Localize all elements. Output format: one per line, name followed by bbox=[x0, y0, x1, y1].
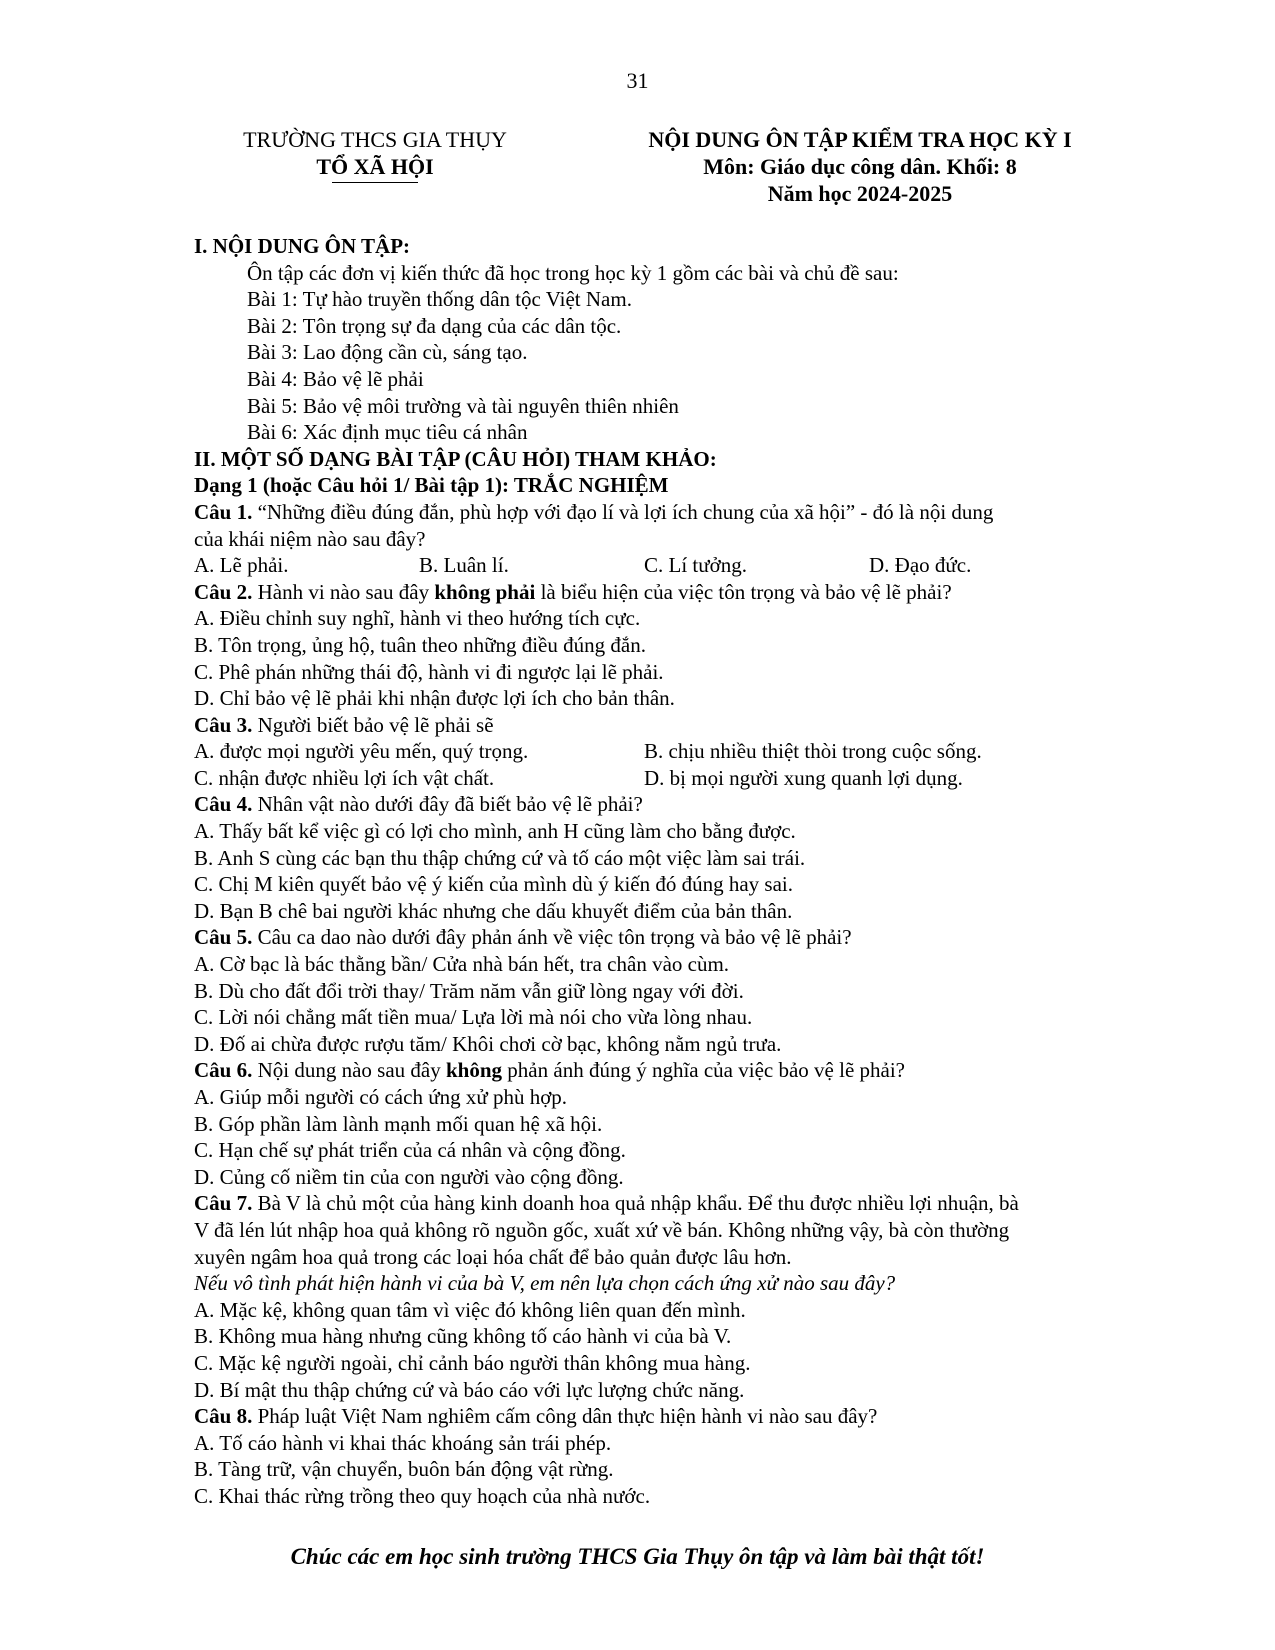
answer-option: A. Lẽ phải. bbox=[194, 553, 289, 578]
answer-option: B. Dù cho đất đổi trời thay/ Trăm năm vẫn giữ lòng ngay với đời. bbox=[194, 978, 744, 1003]
document-body bbox=[194, 233, 1094, 1510]
question-label: Câu 4. bbox=[194, 792, 253, 817]
question-text: Bà V là chủ một của hàng kinh doanh hoa quả nhập khẩu. Để thu được nhiều lợi nhuận, bà bbox=[252, 1191, 1019, 1216]
section-1-heading: I. NỘI DUNG ÔN TẬP: bbox=[194, 234, 411, 258]
question-text: Nội dung nào sau đây bbox=[252, 1058, 446, 1083]
answer-option: C. Lời nói chẳng mất tiền mua/ Lựa lời mà nói cho vừa lòng nhau. bbox=[194, 1005, 753, 1030]
answer-option: B. Luân lí. bbox=[419, 553, 509, 578]
question-label: Câu 8. bbox=[194, 1404, 253, 1429]
question-label: Câu 6. bbox=[194, 1058, 253, 1083]
exercise-type-1: Dạng 1 (hoặc Câu hỏi 1/ Bài tập 1): TRẮC NGHIỆM bbox=[194, 473, 669, 498]
answer-option: A. Giúp mỗi người có cách ứng xử phù hợp. bbox=[194, 1085, 568, 1109]
question-label: Câu 3. bbox=[194, 712, 253, 737]
question-label: Câu 1. bbox=[194, 499, 253, 524]
lesson-item: Bài 2: Tôn trọng sự đa dạng của các dân tộc. bbox=[247, 313, 622, 338]
question-emphasis: không bbox=[446, 1058, 503, 1083]
answer-option: A. Điều chỉnh suy nghĩ, hành vi theo hướng tích cực. bbox=[194, 606, 641, 631]
question-label: Câu 7. bbox=[194, 1191, 253, 1216]
answer-option: A. Cờ bạc là bác thằng bần/ Cửa nhà bán hết, tra chân vào cùm. bbox=[194, 952, 730, 977]
question-emphasis: không phải bbox=[434, 579, 536, 604]
answer-option: C. Phê phán những thái độ, hành vi đi ngược lại lẽ phải. bbox=[194, 659, 664, 684]
question-text: Pháp luật Việt Nam nghiêm cấm công dân thực hiện hành vi nào sau đây? bbox=[252, 1404, 878, 1429]
document-title: NỘI DUNG ÔN TẬP KIỂM TRA HỌC KỲ I bbox=[648, 127, 1072, 152]
lesson-item: Bài 4: Bảo vệ lẽ phải bbox=[247, 366, 424, 391]
answer-option: B. chịu nhiều thiệt thòi trong cuộc sống. bbox=[644, 739, 982, 764]
subject-line: Môn: Giáo dục công dân. Khối: 8 bbox=[703, 154, 1017, 179]
header-left bbox=[230, 126, 520, 183]
answer-option: B. Tôn trọng, ủng hộ, tuân theo những điều đúng đắn. bbox=[194, 632, 646, 657]
answer-option: D. Bạn B chê bai người khác nhưng che dấu khuyết điểm của bản thân. bbox=[194, 898, 793, 923]
school-year: Năm học 2024-2025 bbox=[767, 181, 953, 206]
answer-option: D. Bí mật thu thập chứng cứ và báo cáo với lực lượng chức năng. bbox=[194, 1377, 745, 1402]
section-1-intro: Ôn tập các đơn vị kiến thức đã học trong học kỳ 1 gồm các bài và chủ đề sau: bbox=[247, 260, 899, 285]
answer-option: A. được mọi người yêu mến, quý trọng. bbox=[194, 739, 529, 764]
question-text-continued: xuyên ngâm hoa quả trong các loại hóa chất để bảo quản được lâu hơn. bbox=[194, 1244, 792, 1269]
answer-option: D. bị mọi người xung quanh lợi dụng. bbox=[644, 765, 963, 790]
question-label: Câu 5. bbox=[194, 925, 253, 950]
answer-option: C. Lí tưởng. bbox=[644, 553, 747, 578]
question-6 bbox=[194, 1057, 1094, 1084]
question-text-continued: của khái niệm nào sau đây? bbox=[194, 526, 426, 551]
answer-option: A. Thấy bất kể việc gì có lợi cho mình, anh H cũng làm cho bằng được. bbox=[194, 819, 796, 844]
footer-message: Chúc các em học sinh trường THCS Gia Thụy ôn tập và làm bài thật tốt! bbox=[290, 1544, 985, 1569]
answer-row bbox=[194, 765, 1094, 792]
answer-option: D. Đạo đức. bbox=[869, 553, 972, 578]
answer-option: B. Tàng trữ, vận chuyển, buôn bán động vật rừng. bbox=[194, 1457, 614, 1482]
answer-option: A. Tố cáo hành vi khai thác khoáng sản trái phép. bbox=[194, 1430, 612, 1455]
answer-option: D. Đố ai chừa được rượu tăm/ Khôi chơi cờ bạc, không nằm ngủ trưa. bbox=[194, 1031, 782, 1056]
answer-option: C. nhận được nhiều lợi ích vật chất. bbox=[194, 765, 495, 790]
question-text: “Những điều đúng đắn, phù hợp với đạo lí và lợi ích chung của xã hội” - đó là nội dung bbox=[252, 499, 994, 524]
question-text: Câu ca dao nào dưới đây phản ánh về việc tôn trọng và bảo vệ lẽ phải? bbox=[252, 925, 852, 950]
question-5 bbox=[194, 924, 1094, 951]
question-3 bbox=[194, 712, 1094, 739]
question-text: phản ánh đúng ý nghĩa của việc bảo vệ lẽ phải? bbox=[502, 1058, 905, 1083]
header-right bbox=[640, 126, 1080, 207]
answer-option: C. Khai thác rừng trồng theo quy hoạch của nhà nước. bbox=[194, 1483, 651, 1508]
answer-option: B. Không mua hàng nhưng cũng không tố cáo hành vi của bà V. bbox=[194, 1324, 732, 1349]
lesson-item: Bài 3: Lao động cần cù, sáng tạo. bbox=[247, 340, 528, 365]
question-1 bbox=[194, 499, 1094, 526]
lesson-item: Bài 6: Xác định mục tiêu cá nhân bbox=[247, 420, 528, 445]
question-4 bbox=[194, 791, 1094, 818]
question-text: Nhân vật nào dưới đây đã biết bảo vệ lẽ phải? bbox=[252, 792, 643, 817]
answer-row bbox=[194, 552, 1094, 579]
answer-option: C. Chị M kiên quyết bảo vệ ý kiến của mình dù ý kiến đó đúng hay sai. bbox=[194, 872, 793, 897]
answer-option: D. Củng cố niềm tin của con người vào cộng đồng. bbox=[194, 1164, 624, 1189]
question-2 bbox=[194, 579, 1094, 606]
question-text: Người biết bảo vệ lẽ phải sẽ bbox=[252, 712, 494, 737]
answer-option: B. Anh S cùng các bạn thu thập chứng cứ và tố cáo một việc làm sai trái. bbox=[194, 845, 806, 870]
answer-option: A. Mặc kệ, không quan tâm vì việc đó không liên quan đến mình. bbox=[194, 1297, 746, 1322]
answer-option: B. Góp phần làm lành mạnh mối quan hệ xã hội. bbox=[194, 1111, 603, 1136]
answer-option: D. Chỉ bảo vệ lẽ phải khi nhận được lợi ích cho bản thân. bbox=[194, 686, 675, 711]
header-divider bbox=[332, 182, 418, 183]
question-prompt: Nếu vô tình phát hiện hành vi của bà V, em nên lựa chọn cách ứng xử nào sau đây? bbox=[194, 1271, 896, 1296]
answer-option: C. Hạn chế sự phát triển của cá nhân và cộng đồng. bbox=[194, 1138, 626, 1163]
question-text: Hành vi nào sau đây bbox=[252, 579, 435, 604]
school-name: TRƯỜNG THCS GIA THỤY bbox=[243, 127, 507, 152]
section-2-heading: II. MỘT SỐ DẠNG BÀI TẬP (CÂU HỎI) THAM KHẢO: bbox=[194, 446, 717, 471]
lesson-item: Bài 5: Bảo vệ môi trường và tài nguyên thiên nhiên bbox=[247, 393, 679, 418]
question-text-continued: V đã lén lút nhập hoa quả không rõ nguồn gốc, xuất xứ về bán. Không những vậy, bà còn thường bbox=[194, 1217, 1010, 1242]
question-text: là biểu hiện của việc tôn trọng và bảo vệ lẽ phải? bbox=[535, 579, 952, 604]
question-label: Câu 2. bbox=[194, 579, 253, 604]
department-name: TỔ XÃ HỘI bbox=[316, 154, 434, 179]
answer-row bbox=[194, 738, 1094, 765]
question-8 bbox=[194, 1403, 1094, 1430]
lesson-item: Bài 1: Tự hào truyền thống dân tộc Việt Nam. bbox=[247, 287, 632, 312]
question-7 bbox=[194, 1190, 1094, 1217]
answer-option: C. Mặc kệ người ngoài, chỉ cảnh báo người thân không mua hàng. bbox=[194, 1350, 751, 1375]
page-number: 31 bbox=[626, 68, 649, 93]
